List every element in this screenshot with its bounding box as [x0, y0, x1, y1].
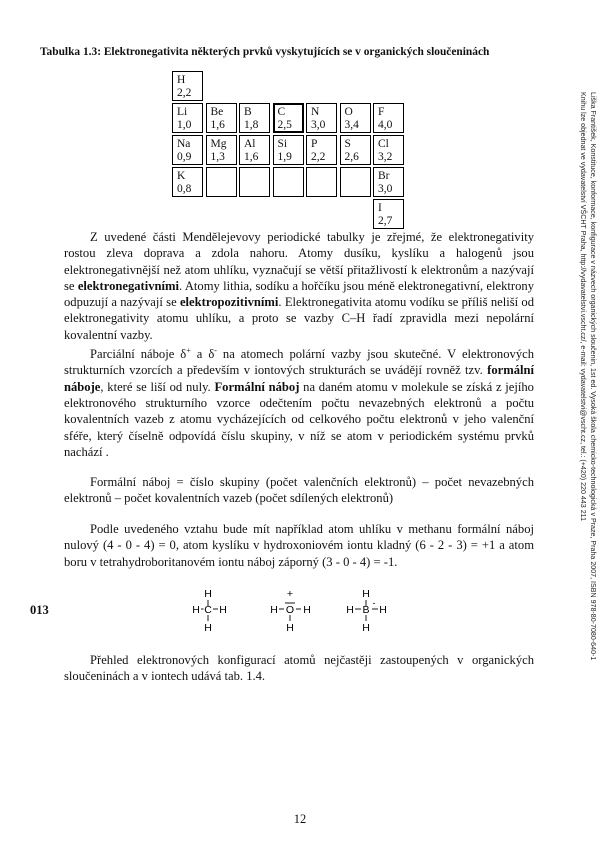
element-symbol: H [177, 74, 186, 86]
table-cell [273, 167, 304, 197]
element-electronegativity: 3,0 [311, 119, 326, 131]
table-cell [172, 167, 203, 197]
p1-bold-1: elektronegativními [77, 278, 180, 293]
methane-h-bottom: H [204, 622, 212, 634]
borohydride-h-bottom: H [362, 622, 370, 634]
p2-text-5: na daném atomu v molekule se získá z jejího elektronového strukturního vzorce odečtením počtu nevazebných elektronů a počtu kovalentních vazeb z atomu vycházejících od celkového počtu elektronů v jeho valenční sféře, který číselně odpovídá číslu skupiny, v níž se atom v periodickém systému prvků nachází . [64, 379, 534, 459]
element-electronegativity: 2,7 [378, 215, 393, 227]
citation-line-1: Liška František, Konstituce, konformace, konfigurace v názvech organických sloučenin, 1st ed. Vysoká škola chemicko-technologická v Praze, Praha 2007, ISBN 978-80-7080-640-1 [589, 92, 597, 661]
element-electronegativity: 3,4 [344, 119, 359, 131]
element-symbol: K [177, 170, 186, 182]
hydronium-charge: + [286, 588, 294, 600]
vertical-citation [562, 92, 598, 732]
borohydride-h-top: H [362, 588, 370, 600]
hydronium-o: O [285, 604, 295, 616]
element-symbol: P [311, 138, 318, 150]
borohydride-b: B [362, 604, 370, 616]
p2-text-3: na atomech polární vazby jsou skutečné. V elektronových strukturních vzorcích a především v iontových strukturách se uvádějí rovněž tzv. [64, 347, 534, 378]
element-electronegativity: 4,0 [378, 119, 393, 131]
element-symbol: Be [210, 106, 224, 118]
paragraph-overview: Přehled elektronových konfigurací atomů nejčastěji zastoupených v organických sloučeninách a v iontech udává tab. 1.4. [64, 653, 534, 684]
table-cell [273, 103, 304, 133]
element-symbol: F [378, 106, 385, 118]
element-symbol: S [344, 138, 351, 150]
table-cell [172, 135, 203, 165]
element-symbol: Cl [378, 138, 389, 150]
table-cell [239, 135, 270, 165]
table-cell [373, 103, 404, 133]
p2-sup-2: - [214, 346, 217, 355]
p1-bold-2: elektropozitivními [179, 295, 279, 310]
element-electronegativity: 2,2 [177, 87, 192, 99]
element-electronegativity: 1,6 [210, 119, 225, 131]
borohydride-h-left: H [346, 604, 354, 616]
page-number: 12 [293, 812, 307, 826]
table-cell [306, 103, 337, 133]
hydronium-h-right: H [303, 604, 311, 616]
element-electronegativity: 0,9 [177, 151, 192, 163]
p2-bold-1: formální náboje [64, 363, 534, 394]
table-cell [206, 103, 237, 133]
table-cell [340, 167, 371, 197]
table-cell [373, 167, 404, 197]
hydronium-structure [270, 588, 311, 634]
element-symbol: Na [177, 138, 191, 150]
element-electronegativity: 3,2 [378, 151, 393, 163]
element-symbol: I [378, 202, 382, 214]
formula-number: 013 [30, 603, 49, 617]
element-symbol: Si [277, 138, 288, 150]
element-electronegativity: 0,8 [177, 183, 192, 195]
table-cell [273, 135, 304, 165]
methane-c: C [204, 604, 212, 616]
table-cell [340, 103, 371, 133]
methane-structure [192, 588, 227, 634]
element-symbol: Al [244, 138, 256, 150]
element-symbol: O [344, 106, 353, 118]
element-symbol: B [244, 106, 252, 118]
table-caption: Tabulka 1.3: Elektronegativita některých prvků vyskytujících se v organických sloučeninách [40, 46, 490, 58]
p1-text-2: . Atomy lithia, sodíku a hořčíku jsou méně elektronegativní, elektrony odpuzují a nazývají se [64, 278, 534, 310]
p2-text-2: a δ [190, 347, 215, 362]
borohydride-charge: - [372, 598, 376, 608]
methane-h-right: H [219, 604, 227, 616]
p1-text-3: . Elektronegativita atomu vodíku se příliš neliší od elektronegativity atomu uhlíku, a proto se vazby C–H řadí zpravidla mezi nepolární kovalentní vazby. [64, 295, 534, 342]
table-cell [340, 135, 371, 165]
table-cell [172, 103, 203, 133]
element-electronegativity: 2,2 [311, 151, 326, 163]
element-electronegativity: 1,0 [177, 119, 192, 131]
paragraph-formal-charge [64, 343, 534, 460]
citation-line-2: Knihu lze objednat ve vydavatelství VŠCHT Praha, http://vydavatelstvi.vscht.cz/, e-mail: vydavatelstvi@vscht.cz, tel.: (+420) 220 443 211 [579, 92, 587, 522]
element-symbol: Br [378, 170, 390, 182]
paragraph-formula: Formální náboj = číslo skupiny (počet valenčních elektronů) – počet nevazebných elektronů – počet kovalentních vazeb (počet sdílených elektronů) [64, 475, 534, 506]
table-cell [306, 135, 337, 165]
table-cell [239, 103, 270, 133]
table-cell [306, 167, 337, 197]
element-symbol: N [311, 106, 320, 118]
element-electronegativity: 1,8 [244, 119, 259, 131]
paragraph-electronegativity [64, 229, 534, 343]
hydronium-h-bottom: H [286, 622, 294, 634]
element-electronegativity: 1,6 [244, 151, 259, 163]
borohydride-h-right: H [379, 604, 387, 616]
structural-formulas [190, 583, 420, 639]
p2-sup-1: + [186, 346, 191, 355]
table-cell [206, 135, 237, 165]
methane-h-left: H [192, 604, 200, 616]
table-cell [206, 167, 237, 197]
element-symbol: Mg [210, 138, 227, 150]
p2-text-1: Parciální náboje δ [90, 347, 187, 362]
paragraph-examples: Podle uvedeného vztahu bude mít například atom uhlíku v methanu formální náboj nulový (4 - 0 - 4) = 0, atom kyslíku v hydroxoniovém iontu kladný (6 - 2 - 3) = +1 a atom boru v tetrahydroboritanovém iontu náboj záporný (3 - 0 - 4) = -1. [64, 522, 534, 569]
element-electronegativity: 1,9 [277, 151, 292, 163]
table-cell [172, 71, 203, 101]
element-symbol: C [277, 106, 286, 118]
borohydride-structure [346, 588, 387, 634]
methane-h-top: H [204, 588, 212, 600]
table-cell [239, 167, 270, 197]
table-cell [373, 199, 404, 229]
p2-bold-2: Formální náboj [214, 379, 300, 394]
element-electronegativity: 3,0 [378, 183, 393, 195]
table-cell [373, 135, 404, 165]
hydronium-h-left: H [270, 604, 278, 616]
p2-text-4: , které se liší od nuly. [100, 379, 215, 394]
element-electronegativity: 2,5 [277, 119, 292, 131]
p1-text-1: Z uvedené části Mendělejevovy periodické tabulky je zřejmé, že elektronegativity rostou zleva doprava a zdola nahoru. Atomy dusíku, kyslíku a halogenů jsou elektronegativnější než atom uhlíku, vyznačují se větší přitažlivostí k elektronům a nazývají se [64, 230, 534, 293]
element-electronegativity: 2,6 [344, 151, 359, 163]
element-electronegativity: 1,3 [210, 151, 225, 163]
element-symbol: Li [177, 106, 188, 118]
